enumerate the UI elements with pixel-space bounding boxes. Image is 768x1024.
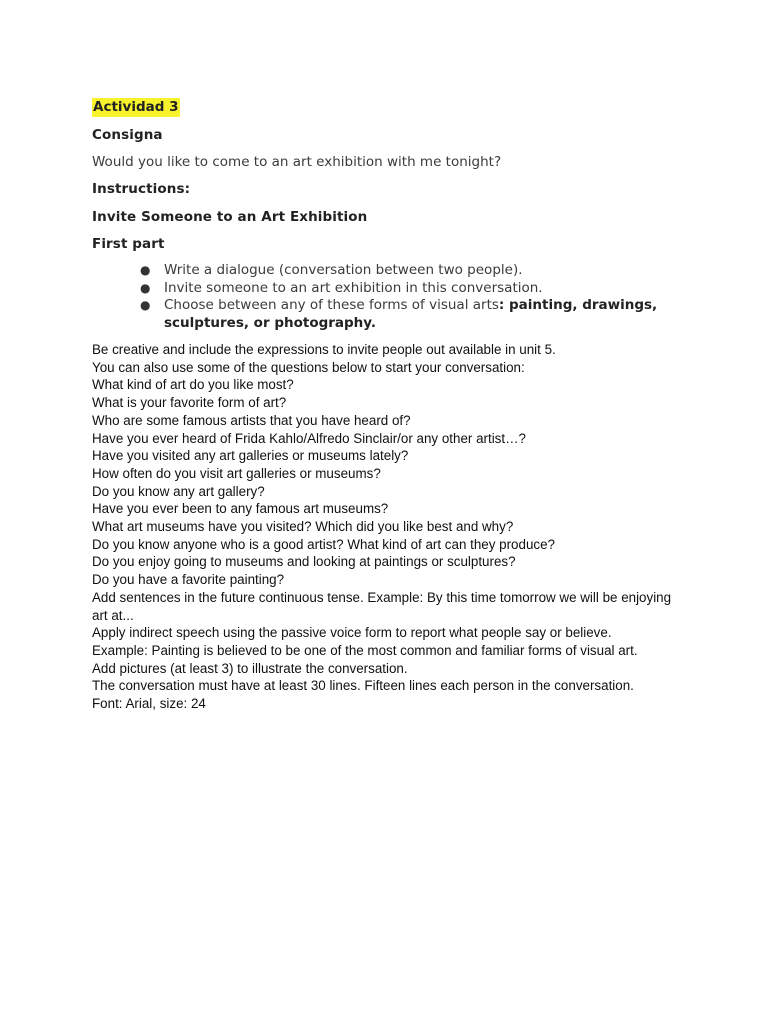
body-line: Do you know anyone who is a good artist? What kind of art can they produce? bbox=[92, 536, 555, 552]
body-line: The conversation must have at least 30 lines. Fifteen lines each person in the conversation. bbox=[92, 678, 634, 694]
body-line: Add sentences in the future continuous tense. Example: By this time tomorrow we will be enjoying art at... bbox=[92, 589, 672, 623]
activity-title: Actividad 3 bbox=[93, 99, 179, 115]
body-line: Have you visited any art galleries or museums lately? bbox=[92, 448, 409, 464]
bullet-text: Write a dialogue (conversation between two people). bbox=[164, 262, 523, 278]
body-line: How often do you visit art galleries or museums? bbox=[92, 465, 381, 481]
bullet-text: Invite someone to an art exhibition in this conversation. bbox=[164, 279, 543, 296]
instructions-label: Instructions: bbox=[92, 181, 191, 197]
body-line: Font: Arial, size: 24 bbox=[92, 696, 206, 712]
document-page bbox=[92, 96, 692, 713]
first-part-label: First part bbox=[92, 236, 165, 252]
bullet-text: Choose between any of these forms of visual arts bbox=[164, 297, 499, 313]
body-line: Add pictures (at least 3) to illustrate the conversation. bbox=[92, 660, 408, 676]
bullet-icon: ● bbox=[140, 280, 151, 295]
consigna-text: Would you like to come to an art exhibition with me tonight? bbox=[92, 154, 502, 170]
bullet-item bbox=[92, 297, 692, 332]
consigna-label: Consigna bbox=[92, 127, 163, 143]
body-line: Who are some famous artists that you have heard of? bbox=[92, 412, 411, 428]
body-line: Have you ever heard of Frida Kahlo/Alfredo Sinclair/or any other artist…? bbox=[92, 430, 526, 446]
bullet-bold-text: : painting, drawings, sculptures, or photography. bbox=[164, 297, 658, 331]
body-line: You can also use some of the questions below to start your conversation: bbox=[92, 359, 525, 375]
bullet-icon: ● bbox=[140, 263, 151, 277]
body-line: What is your favorite form of art? bbox=[92, 395, 287, 411]
body-line: What kind of art do you like most? bbox=[92, 377, 294, 393]
bullet-item bbox=[92, 262, 692, 280]
instructions-body bbox=[92, 341, 692, 713]
bullet-item bbox=[92, 280, 692, 298]
body-line: Apply indirect speech using the passive voice form to report what people say or believe. bbox=[92, 625, 612, 641]
body-line: Do you have a favorite painting? bbox=[92, 572, 285, 588]
body-line: Example: Painting is believed to be one of the most common and familiar forms of visual art. bbox=[92, 642, 638, 658]
body-line: Be creative and include the expressions to invite people out available in unit 5. bbox=[92, 342, 556, 357]
invite-title: Invite Someone to an Art Exhibition bbox=[92, 209, 368, 225]
body-line: Have you ever been to any famous art museums? bbox=[92, 501, 389, 517]
body-line: Do you enjoy going to museums and looking at paintings or sculptures? bbox=[92, 554, 516, 570]
body-line: What art museums have you visited? Which did you like best and why? bbox=[92, 519, 514, 535]
instruction-bullet-list bbox=[92, 262, 692, 332]
bullet-icon: ● bbox=[140, 298, 151, 312]
body-line: Do you know any art gallery? bbox=[92, 483, 265, 499]
